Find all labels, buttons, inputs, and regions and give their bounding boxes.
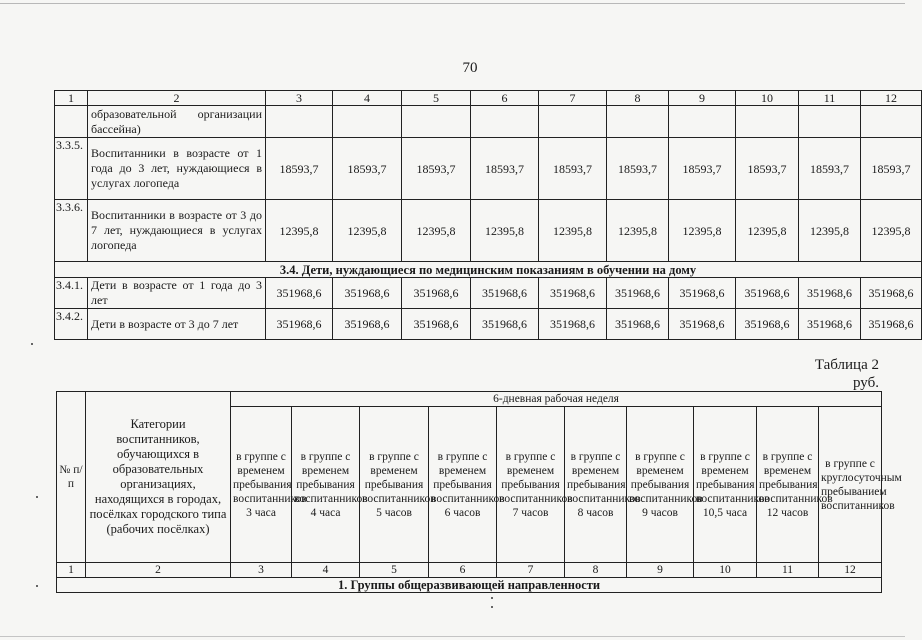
group-header: в группе с временем пребывания воспитанников 9 часов	[627, 407, 694, 563]
col-index: 11	[799, 91, 861, 106]
section-row	[55, 262, 922, 278]
group-header: в группе с временем пребывания воспитанников 6 часов	[429, 407, 497, 563]
col-num-header: № п/п	[57, 392, 86, 563]
value-cell: 351968,6	[799, 309, 861, 340]
row-number: 3.4.2.	[55, 309, 88, 340]
col-index: 8	[565, 563, 627, 578]
value-cell: 12395,8	[799, 200, 861, 262]
value-cell: 18593,7	[861, 138, 922, 200]
col-index: 6	[429, 563, 497, 578]
value-cell: 351968,6	[402, 278, 471, 309]
group-header: в группе с круглосуточным пребыванием воспитанников	[819, 407, 882, 563]
category-cell: Воспитанники в возрасте от 1 года до 3 лет, нуждающиеся в услугах логопеда	[88, 138, 266, 200]
value-cell: 12395,8	[669, 200, 736, 262]
value-cell: 351968,6	[736, 309, 799, 340]
col-index: 3	[231, 563, 292, 578]
value-cell: 351968,6	[402, 309, 471, 340]
value-cell: 12395,8	[402, 200, 471, 262]
table-row	[55, 278, 922, 309]
week-header: 6-дневная рабочая неделя	[231, 392, 882, 407]
table1-index-row	[55, 91, 922, 106]
scan-top-edge	[0, 3, 905, 4]
table-row	[55, 200, 922, 262]
col-index: 8	[607, 91, 669, 106]
value-cell: 351968,6	[736, 278, 799, 309]
table-row	[55, 106, 922, 138]
value-cell: 351968,6	[266, 309, 333, 340]
col-index: 2	[86, 563, 231, 578]
value-cell: 18593,7	[669, 138, 736, 200]
value-cell: 351968,6	[471, 278, 539, 309]
value-cell: 351968,6	[861, 278, 922, 309]
table2-caption	[815, 356, 879, 392]
scan-speck	[491, 606, 493, 608]
category-cell: Воспитанники в возрасте от 3 до 7 лет, нуждающиеся в услугах логопеда	[88, 200, 266, 262]
col-index: 11	[757, 563, 819, 578]
col-index: 7	[539, 91, 607, 106]
col-index: 3	[266, 91, 333, 106]
table-row	[55, 138, 922, 200]
value-cell: 18593,7	[799, 138, 861, 200]
value-cell: 18593,7	[402, 138, 471, 200]
scan-speck	[36, 496, 38, 498]
group-header: в группе с временем пребывания воспитанников 10,5 часа	[694, 407, 757, 563]
row-number: 3.3.6.	[55, 200, 88, 262]
group-header: в группе с временем пребывания воспитанников 12 часов	[757, 407, 819, 563]
value-cell: 351968,6	[607, 278, 669, 309]
section-title: 1. Группы общеразвивающей направленности	[57, 578, 882, 593]
category-cell: Дети в возрасте от 1 года до 3 лет	[88, 278, 266, 309]
section-title: 3.4. Дети, нуждающиеся по медицинским показаниям в обучении на дому	[55, 262, 922, 278]
value-cell: 351968,6	[669, 309, 736, 340]
col-index: 1	[57, 563, 86, 578]
value-cell: 351968,6	[539, 278, 607, 309]
value-cell: 351968,6	[471, 309, 539, 340]
scan-bottom-edge	[0, 636, 905, 637]
row-number: 3.3.5.	[55, 138, 88, 200]
col-index: 4	[333, 91, 402, 106]
col-index: 12	[819, 563, 882, 578]
value-cell: 18593,7	[539, 138, 607, 200]
value-cell: 18593,7	[471, 138, 539, 200]
tariff-table-continued	[54, 90, 922, 340]
value-cell: 351968,6	[333, 309, 402, 340]
value-cell: 351968,6	[607, 309, 669, 340]
scan-speck	[31, 343, 33, 345]
col-index: 5	[402, 91, 471, 106]
col-index: 4	[292, 563, 360, 578]
col-index: 7	[497, 563, 565, 578]
category-cell: образовательной организации бассейна)	[88, 106, 266, 138]
group-header: в группе с временем пребывания воспитанников 8 часов	[565, 407, 627, 563]
col-index: 10	[736, 91, 799, 106]
value-cell: 12395,8	[607, 200, 669, 262]
value-cell: 351968,6	[539, 309, 607, 340]
table-row	[55, 309, 922, 340]
category-cell: Дети в возрасте от 3 до 7 лет	[88, 309, 266, 340]
table2-index-row	[57, 563, 882, 578]
value-cell: 351968,6	[266, 278, 333, 309]
scan-speck	[491, 597, 493, 599]
col-index: 10	[694, 563, 757, 578]
col-index: 12	[861, 91, 922, 106]
value-cell: 12395,8	[736, 200, 799, 262]
col-category-header: Категории воспитанников, обучающихся в образовательных организациях, находящихся в городах, посёлках городского типа (рабочих посёлках)	[86, 392, 231, 563]
col-index: 6	[471, 91, 539, 106]
table2-unit: руб.	[853, 375, 879, 391]
row-number: 3.4.1.	[55, 278, 88, 309]
table2-header-row	[57, 392, 882, 407]
col-index: 9	[669, 91, 736, 106]
value-cell: 18593,7	[736, 138, 799, 200]
value-cell: 351968,6	[669, 278, 736, 309]
value-cell: 351968,6	[333, 278, 402, 309]
col-index: 5	[360, 563, 429, 578]
value-cell: 12395,8	[266, 200, 333, 262]
col-index: 1	[55, 91, 88, 106]
col-index: 9	[627, 563, 694, 578]
value-cell: 18593,7	[607, 138, 669, 200]
value-cell: 12395,8	[471, 200, 539, 262]
group-header: в группе с временем пребывания воспитанников 5 часов	[360, 407, 429, 563]
value-cell: 12395,8	[333, 200, 402, 262]
page-number: 70	[462, 60, 478, 76]
table2-label: Таблица 2	[814, 357, 879, 373]
tariff-table-2	[56, 391, 902, 593]
value-cell: 18593,7	[333, 138, 402, 200]
group-header: в группе с временем пребывания воспитанников 4 часа	[292, 407, 360, 563]
value-cell: 18593,7	[266, 138, 333, 200]
col-index: 2	[88, 91, 266, 106]
value-cell: 351968,6	[799, 278, 861, 309]
group-header: в группе с временем пребывания воспитанников 7 часов	[497, 407, 565, 563]
section-row	[57, 578, 882, 593]
value-cell: 12395,8	[861, 200, 922, 262]
scan-speck	[36, 585, 38, 587]
value-cell: 12395,8	[539, 200, 607, 262]
value-cell: 351968,6	[861, 309, 922, 340]
group-header: в группе с временем пребывания воспитанников 3 часа	[231, 407, 292, 563]
